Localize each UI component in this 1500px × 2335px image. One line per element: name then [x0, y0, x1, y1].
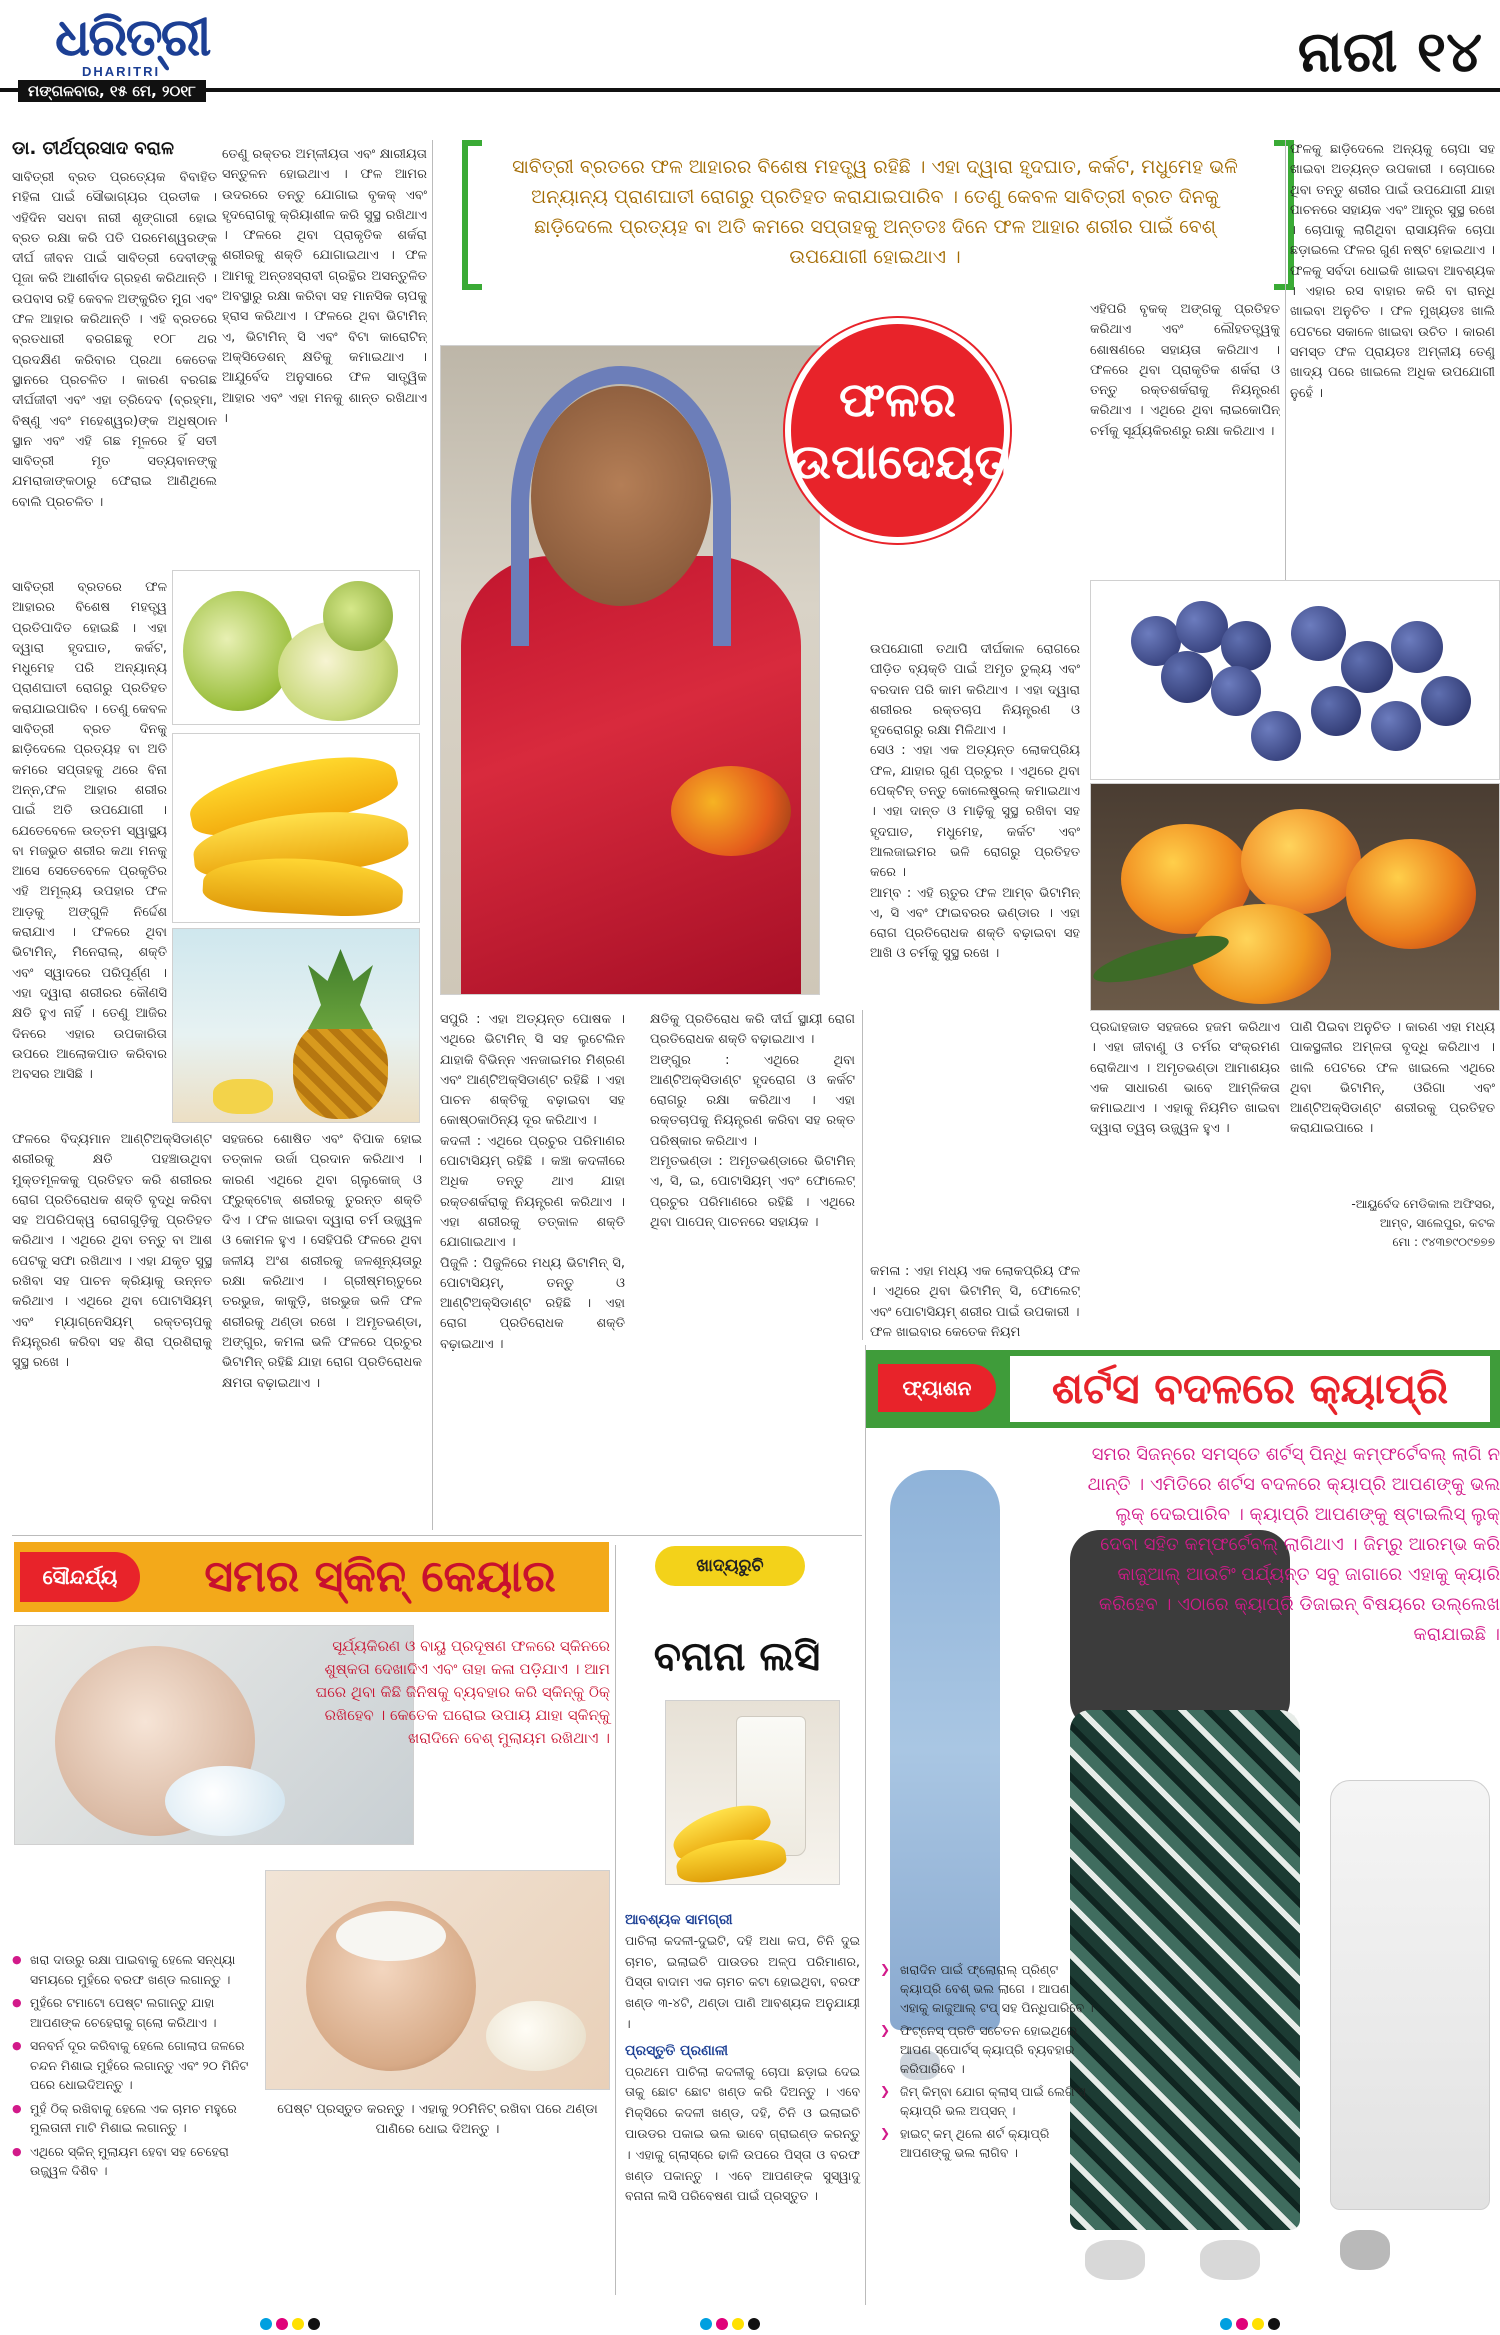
woman-eating-fruit-photo	[440, 345, 820, 995]
banana-lassi-photo	[665, 1700, 840, 1885]
guava-photo	[172, 570, 420, 725]
article-col1b-para: ସାବିତ୍ରୀ ବ୍ରତରେ ଫଳ ଆହାରର ବିଶେଷ ମହତ୍ତ୍ୱ ପ୍ରତିପାଦିତ ହୋଇଛି । ଏହା ଦ୍ୱାରା ହୃଦଘାତ, କର୍କଟ, ମଧୁମେହ ପରି ଅନ୍ୟାନ୍ୟ ପ୍ରାଣଘାତୀ ରୋଗରୁ ପ୍ରତିହତ କରାଯାଇପାରିବ । ତେଣୁ କେବଳ ସାବିତ୍ରୀ ବ୍ରତ ଦିନକୁ ଛାଡ଼ିଦେଲେ ପ୍ରତ୍ୟହ ବା ଅତି କମରେ ସପ୍ତାହକୁ ଥରେ ବିନା ଅନ୍ନ,ଫଳ ଆହାର ଶରୀର ପାଇଁ ଅତି ଉପଯୋଗୀ । ଯେତେବେଳେ ଉତ୍ତମ ସ୍ୱାସ୍ଥ୍ୟ ବା ମଜଭୁତ ଶରୀର କଥା ମନକୁ ଆସେ ସେତେବେଳେ ପ୍ରକୃତିର ଏହି ଅମୂଲ୍ୟ ଉପହାର ଫଳ ଆଡ଼କୁ ଅଙ୍ଗୁଳି ନିର୍ଦ୍ଦେଶ କରାଯାଏ । ଫଳରେ ଥିବା ଭିଟାମିନ୍, ମିନେରାଲ୍, ଶକ୍ତି ଏବଂ ସ୍ୱାଦରେ ପରିପୂର୍ଣ୍ଣ । ଏହା ଦ୍ୱାରା ଶରୀରର କୌଣସି କ୍ଷତି ହୁଏ ନାହିଁ । ତେଣୁ ଆଜିର ଦିନରେ ଏହାର ଉପକାରିତା ଉପରେ ଆଲୋକପାତ କରିବାର ଅବସର ଆସିଛି ।	[12, 580, 167, 1083]
method-text: ପ୍ରଥମେ ପାଚିଲା କଦଳୀକୁ ଚୋପା ଛଡ଼ାଇ ଦେଇ ତାକୁ ଛୋଟ ଛୋଟ ଖଣ୍ଡ କରି ଦିଅନ୍ତୁ । ଏବେ ମିକ୍ସିରେ କଦଳୀ ଖଣ୍ଡ, ଦହି, ଚିନି ଓ ଇଲାଇଚି ପାଉଡର ପକାଇ ଭଲ ଭାବେ ଗ୍ରାଇଣ୍ଡ କରନ୍ତୁ । ଏହାକୁ ଗ୍ଲାସ୍‌ରେ ଢାଳି ଉପରେ ପିସ୍ତା ଓ ବରଫ ଖଣ୍ଡ ପକାନ୍ତୁ । ଏବେ ଆପଣଙ୍କ ସୁସ୍ୱାଦୁ ବନାନା ଲସି ପରିବେଷଣ ପାଇଁ ପ୍ରସ୍ତୁତ ।	[625, 2063, 860, 2204]
list-item: ❯ ଖରାଦିନ ପାଇଁ ଫ୍ଲୋରାଲ୍ ପ୍ରିଣ୍ଟ କ୍ୟାପ୍ରି ବେଶ୍ ଭଲ ଲାଗେ । ଆପଣ ଏହାକୁ କାଜୁଆଲ୍ ଟପ୍ ସହ ପିନ୍ଧିପାରିବେ ।	[880, 1960, 1100, 2017]
ingredients-text: ପାଚିଲା କଦଳୀ-ଦୁଇଟି, ଦହି ଅଧା କପ, ଚିନି ଦୁଇ ଚାମଚ, ଇଲାଇଚି ପାଉଡର ଅଳ୍ପ ପରିମାଣର, ପିସ୍ତା ବାଦାମ ଏକ ଚାମଚ କଟା ହୋଇଥିବା, ବରଫ ଖଣ୍ଡ ୩-୪ଟି, ଥଣ୍ଡା ପାଣି ଆବଶ୍ୟକ ଅନୁଯାୟୀ ।	[625, 1932, 860, 2031]
column-divider	[862, 1010, 863, 1340]
article-col1b	[12, 578, 167, 1123]
article-col1c-para: ଫଳରେ ବିଦ୍ୟମାନ ଆଣ୍ଟିଅକ୍ସିଡାଣ୍ଟ ଶରୀରକୁ କ୍ଷତି ପହଞ୍ଚାଉଥିବା ମୁକ୍ତମୂଳକକୁ ପ୍ରତିହତ କରି ଶରୀରର ରୋଗ ପ୍ରତିରୋଧକ ଶକ୍ତି ବୃଦ୍ଧି କରିବା ସହ ଅପରିପକ୍ୱ ରୋଗଗୁଡ଼ିକୁ ପ୍ରତିହତ କରିଥାଏ । ଏଥିରେ ଥିବା ତନ୍ତୁ ବା ଆଶ ପେଟକୁ ସଫା ରଖିଥାଏ । ଏହା ଯକୃତ ସୁସ୍ଥ ରଖିବା ସହ ପାଚନ କ୍ରିୟାକୁ ଉନ୍ନତ କରିଥାଏ । ଏଥିରେ ଥିବା ପୋଟାସିୟମ୍ ଏବଂ ମ୍ୟାଗ୍ନେସିୟମ୍ ରକ୍ତଚାପକୁ ନିୟନ୍ତ୍ରଣ କରିବା ସହ ଶିରା ପ୍ରଶିରାକୁ ସୁସ୍ଥ ରଖେ ।	[12, 1132, 212, 1371]
face-mask-photo	[265, 1870, 610, 2090]
article-col3a-para: ସପୁରି : ଏହା ଅତ୍ୟନ୍ତ ପୋଷକ । ଏଥିରେ ଭିଟାମିନ୍ ସି ସହ ଲୁଟେଲିନ ଯାହାକି ବିଭିନ୍ନ ଏନଜାଇମର ମିଶ୍ରଣ ଏବଂ ଆଣ୍ଟିଅକ୍ସିଡାଣ୍ଟ ରହିଛି । ଏହା ପାଚନ ଶକ୍ତିକୁ ବଢ଼ାଇବା ସହ କୋଷ୍ଠକାଠିନ୍ୟ ଦୂର କରିଥାଏ । କଦଳୀ : ଏଥିରେ ପ୍ରଚୁର ପରିମାଣର ପୋଟାସିୟମ୍ ରହିଛି । କଞ୍ଚା କଦଳୀରେ ଅଧିକ ତନ୍ତୁ ଥାଏ ଯାହା ରକ୍ତଶର୍କରାକୁ ନିୟନ୍ତ୍ରଣ କରିଥାଏ । ଏହା ଶରୀରକୁ ତତ୍କାଳ ଶକ୍ତି ଯୋଗାଇଥାଏ । ପିଜୁଳି : ପିଜୁଳିରେ ମଧ୍ୟ ଭିଟାମିନ୍ ସି, ପୋଟାସିୟମ୍, ତନ୍ତୁ ଓ ଆଣ୍ଟିଅକ୍ସିଡାଣ୍ଟ ରହିଛି । ଏହା ରୋଗ ପ୍ରତିରୋଧକ ଶକ୍ତି ବଢ଼ାଇଥାଏ ।	[440, 1012, 625, 1352]
pineapple-photo	[172, 928, 420, 1123]
print-footer	[0, 2312, 1500, 2335]
list-item: ● ଏଥିରେ ସ୍କିନ୍ ମୁଲାୟମ ହେବା ସହ ଚେହେରା ଉଜ୍ଜ୍ୱଳ ଦିଶିବ ।	[12, 2142, 257, 2181]
article-col2	[222, 145, 427, 570]
article-col4b-para: କମଳା : ଏହା ମଧ୍ୟ ଏକ ଲୋକପ୍ରିୟ ଫଳ । ଏଥିରେ ଥିବା ଭିଟାମିନ୍ ସି, ଫୋଲେଟ୍ ଏବଂ ପୋଟାସିୟମ୍ ଶରୀର ପାଇଁ ଉପକାରୀ । ଫଳ ଖାଇବାର କେତେକ ନିୟମ	[870, 1264, 1080, 1340]
article-col1-para: ସାବିତ୍ରୀ ବ୍ରତ ପ୍ରତ୍ୟେକ ବିବାହିତ ମହିଳା ପାଇଁ ସୌଭାଗ୍ୟର ପ୍ରତୀକ । ଏହିଦିନ ସଧବା ନାରୀ ଶୃଙ୍ଗାରୀ ହୋଇ ବ୍ରତ ରକ୍ଷା କରି ପତି ପରମେଶ୍ୱରଙ୍କ ଦୀର୍ଘ ଜୀବନ ପାଇଁ ସାବିତ୍ରୀ ଦେବୀଙ୍କୁ ପୂଜା କରି ଆଶୀର୍ବାଦ ଗ୍ରହଣ କରିଥାନ୍ତି । ଉପବାସ ରହି କେବଳ ଅଙ୍କୁରିତ ମୁଗ ଏବଂ ଫଳ ଆହାର କରିଥାନ୍ତି । ଏହି ବ୍ରତରେ ବ୍ରତଧାରୀ ବରଗଛକୁ ୧୦୮ ଥର ପ୍ରଦକ୍ଷିଣ କରିବାର ପ୍ରଥା କେତେକ ସ୍ଥାନରେ ପ୍ରଚଳିତ । କାରଣ ବରଗଛ ଦୀର୍ଘଜୀବୀ ଏବଂ ଏହା ତ୍ରିଦେବ (ବ୍ରହ୍ମା, ବିଷ୍ଣୁ ଏବଂ ମହେଶ୍ୱର)ଙ୍କ ଅଧିଷ୍ଠାନ ସ୍ଥାନ ଏବଂ ଏହି ଗଛ ମୂଳରେ ହିଁ ସତୀ ସାବିତ୍ରୀ ମୃତ ସତ୍ୟବାନଙ୍କୁ ଯମରାଜାଙ୍କଠାରୁ ଫେରାଇ ଆଣିଥିଲେ ବୋଲି ପ୍ରଚଳିତ ।	[12, 170, 217, 510]
method-heading: ପ୍ରସ୍ତୁତି ପ୍ରଣାଳୀ	[625, 2042, 729, 2059]
mango-photo	[1090, 783, 1500, 1011]
article-col4b	[870, 1262, 1080, 1342]
list-item: ● ମୁହଁ ଠିକ୍ ରଖିବାକୁ ହେଲେ ଏକ ଚାମଚ ମହୁରେ ମୁଲତାନୀ ମାଟି ମିଶାଇ ଲଗାନ୍ତୁ ।	[12, 2099, 257, 2138]
food-recipe	[625, 1910, 860, 2207]
beauty-tips-list	[12, 1950, 257, 2185]
food-title: ବନାନା ଲସି	[653, 1634, 821, 1680]
article-col2b-para: ସହଜରେ ଶୋଷିତ ଏବଂ ବିପାକ ହୋଇ ତତ୍କାଳ ଉର୍ଜା ପ୍ରଦାନ କରିଥାଏ । କାରଣ ଏଥିରେ ଥିବା ଗ୍ଲୁକୋଜ୍ ଓ ଫ୍ରୁକ୍ଟୋଜ୍ ଶରୀରକୁ ତୁରନ୍ତ ଶକ୍ତି ଦିଏ । ଫଳ ଖାଇବା ଦ୍ୱାରା ଚର୍ମ ଉଜ୍ଜ୍ୱଳ ଓ କୋମଳ ହୁଏ । ସେହିପରି ଫଳରେ ଥିବା ଜଳୀୟ ଅଂଶ ଶରୀରକୁ ଜଳଶୂନ୍ୟତାରୁ ରକ୍ଷା କରିଥାଏ । ଗ୍ରୀଷ୍ମଋତୁରେ ତରଭୁଜ, କାକୁଡ଼ି, ଖରଭୁଜ ଭଳି ଫଳ ଶରୀରକୁ ଥଣ୍ଡା ରଖେ । ଅମୃତଭଣ୍ଡା, ଅଙ୍ଗୁର, କମଳା ଭଳି ଫଳରେ ପ୍ରଚୁର ଭିଟାମିନ୍ ରହିଛି ଯାହା ରୋଗ ପ୍ରତିରୋଧକ କ୍ଷମତା ବଢ଼ାଇଥାଏ ।	[222, 1132, 422, 1391]
column-divider	[432, 140, 433, 1530]
beauty-intro: ସୂର୍ଯ୍ୟକିରଣ ଓ ବାୟୁ ପ୍ରଦୂଷଣ ଫଳରେ ସ୍କିନରେ ଶୁଷ୍କତା ଦେଖାଦିଏ ଏବଂ ତାହା କଳା ପଡ଼ିଯାଏ । ଆମ ଘରେ ଥିବା କିଛି ଜିନିଷକୁ ବ୍ୟବହାର କରି ସ୍କିନ୍‌କୁ ଠିକ୍ ରଖିହେବ । କେତେକ ଘରୋଇ ଉପାୟ ଯାହା ସ୍କିନ୍‌କୁ ଖରାଦିନେ ବେଶ୍ ମୁଲାୟମ ରଖିଥାଏ ।	[315, 1637, 610, 1747]
author-credit: -ଆୟୁର୍ବେଦ ମେଡିକାଲ ଅଫିସର, ଆମ୍ବ, ସାଲେପୁର, କଟକ ମୋ : ୯୪୩୭୯୦୯୭୭୭	[1351, 1197, 1495, 1249]
article-col4a	[870, 640, 1080, 1330]
article-col2-para: ତେଣୁ ରକ୍ତର ଅମ୍ଳୀୟତା ଏବଂ କ୍ଷାରୀୟତା ସନ୍ତୁଳନ ହୋଇଥାଏ । ଫଳ ଆମର ଉଦରରେ ତନ୍ତୁ ଯୋଗାଇ ବୃକକ୍ ଏବଂ ହୃଦରୋଗକୁ କ୍ରିୟାଶୀଳ କରି ସୁସ୍ଥ ରଖିଥାଏ । ଫଳରେ ଥିବା ପ୍ରାକୃତିକ ଶର୍କରା ଶରୀରକୁ ଶକ୍ତି ଯୋଗାଇଥାଏ । ଫଳ ଆମକୁ ଅନ୍ତଃସ୍ରାବୀ ଗ୍ରନ୍ଥିର ଅସନ୍ତୁଳିତ ଅବସ୍ଥାରୁ ରକ୍ଷା କରିବା ସହ ମାନସିକ ଚାପକୁ ହ୍ରାସ କରିଥାଏ । ଫଳରେ ଥିବା ଭିଟାମିନ୍ ଏ, ଭିଟାମିନ୍ ସି ଏବଂ ବିଟା କାରୋଟିନ୍ ଅକ୍ସିଡେଶନ୍ କ୍ଷତିକୁ କମାଇଥାଏ । ଆଯୁର୍ବେଦ ଅନୁସାରେ ଫଳ ସାତ୍ତ୍ୱିକ ଆହାର ଏବଂ ଏହା ମନକୁ ଶାନ୍ତ ରଖିଥାଏ ।	[222, 147, 427, 426]
list-item: ● ଖରା ଦାଉରୁ ରକ୍ଷା ପାଇବାକୁ ହେଲେ ସନ୍ଧ୍ୟା ସମୟରେ ମୁହଁରେ ବରଫ ଖଣ୍ଡ ଲଗାନ୍ତୁ ।	[12, 1950, 257, 1989]
section-name: ନାରୀ ୧୪	[1297, 20, 1482, 85]
article-col5b-para: ପ୍ରଦ୍ଦାହଜାତ ସହଜରେ ହଜମ କରିଥାଏ । ଏହା ଜୀବାଣୁ ଓ ଚର୍ମର ସଂକ୍ରମଣ ରୋକିଥାଏ । ଅମୃତଭଣ୍ଡା ଆମାଶୟର ଏକ ସାଧାରଣ ଭାବେ ଆମ୍ଳିକତା କମାଇଥାଏ । ଏହାକୁ ନିୟମିତ ଖାଇବା ଦ୍ୱାରା ତ୍ୱଚା ଉଜ୍ଜ୍ୱଳ ହୁଏ ।	[1090, 1020, 1280, 1137]
section-divider	[12, 1535, 862, 1536]
article-col6b	[1290, 1018, 1495, 1178]
banana-photo	[172, 733, 420, 923]
edition-date: ମଙ୍ଗଳବାର, ୧୫ ମେ, ୨୦୧୮	[18, 80, 206, 102]
article-col3a	[440, 1010, 625, 1530]
article-col4a-para: ଉପଯୋଗୀ ତଥାପି ଦୀର୍ଘକାଳ ରୋଗରେ ପୀଡ଼ିତ ବ୍ୟକ୍ତି ପାଇଁ ଅମୃତ ତୁଲ୍ୟ ଏବଂ ବରଦାନ ପରି କାମ କରିଥାଏ । ଏହା ଦ୍ୱାରା ଶରୀରର ରକ୍ତଚାପ ନିୟନ୍ତ୍ରଣ ଓ ହୃଦରୋଗରୁ ରକ୍ଷା ମିଳିଥାଏ । ସେଓ : ଏହା ଏକ ଅତ୍ୟନ୍ତ ଲୋକପ୍ରିୟ ଫଳ, ଯାହାର ଗୁଣ ପ୍ରଚୁର । ଏଥିରେ ଥିବା ପେକ୍ଟିନ୍ ତନ୍ତୁ କୋଲେଷ୍ଟ୍ରଲ୍ କମାଇଥାଏ । ଏହା ଦାନ୍ତ ଓ ମାଢ଼ିକୁ ସୁସ୍ଥ ରଖିବା ସହ ହୃଦଘାତ, ମଧୁମେହ, କର୍କଟ ଏବଂ ଆଲଜାଇମର ଭଳି ରୋଗରୁ ପ୍ରତିହତ କରେ । ଆମ୍ବ : ଏହି ଋତୁର ଫଳ ଆମ୍ବ ଭିଟାମିନ୍ ଏ, ସି ଏବଂ ଫାଇବରର ଭଣ୍ଡାର । ଏହା ରୋଗ ପ୍ରତିରୋଧକ ଶକ୍ତି ବଢ଼ାଇବା ସହ ଆଖି ଓ ଚର୍ମକୁ ସୁସ୍ଥ ରଖେ ।	[870, 642, 1080, 962]
fashion-section-tag: ଫ୍ୟାଶନ	[878, 1364, 996, 1412]
list-item: ● ମୁହଁରେ ଟମାଟୋ ପେଷ୍ଟ ଲଗାନ୍ତୁ ଯାହା ଆପଣଙ୍କ ଚେହେରାକୁ ଗ୍ଲୋ କରିଥାଏ ।	[12, 1993, 257, 2032]
newspaper-logo: ଧରିତ୍ରୀ	[55, 8, 210, 68]
article-col5a-para: ଏହିପରି ବୃକକ୍ ଅଙ୍ଗକୁ ପ୍ରତିହତ କରିଥାଏ ଏବଂ ଲୌହତତ୍ତ୍ୱକୁ ଶୋଷଣରେ ସହାୟତା କରିଥାଏ । ଫଳରେ ଥିବା ପ୍ରାକୃତିକ ଶର୍କରା ଓ ତନ୍ତୁ ରକ୍ତଶର୍କରାକୁ ନିୟନ୍ତ୍ରଣ କରିଥାଏ । ଏଥିରେ ଥିବା ଲାଇକୋପିନ୍ ଚର୍ମକୁ ସୂର୍ଯ୍ୟକିରଣରୁ ରକ୍ଷା କରିଥାଏ ।	[1090, 302, 1280, 439]
article-col3b-para: କ୍ଷତିକୁ ପ୍ରତିରୋଧ କରି ଦୀର୍ଘ ସ୍ଥାୟୀ ରୋଗ ପ୍ରତିରୋଧକ ଶକ୍ତି ବଢ଼ାଇଥାଏ । ଅଙ୍ଗୁର : ଏଥିରେ ଥିବା ଆଣ୍ଟିଅକ୍ସିଡାଣ୍ଟ ହୃଦରୋଗ ଓ କର୍କଟ ରୋଗରୁ ରକ୍ଷା କରିଥାଏ । ଏହା ରକ୍ତଚାପକୁ ନିୟନ୍ତ୍ରଣ କରିବା ସହ ରକ୍ତ ପରିଷ୍କାର କରିଥାଏ । ଅମୃତଭଣ୍ଡା : ଅମୃତଭଣ୍ଡାରେ ଭିଟାମିନ୍ ଏ, ସି, ଇ, ପୋଟାସିୟମ୍ ଏବଂ ଫୋଲେଟ୍ ପ୍ରଚୁର ପରିମାଣରେ ରହିଛି । ଏଥିରେ ଥିବା ପାପେନ୍ ପାଚନରେ ସହାୟକ ।	[650, 1012, 855, 1230]
article-col5b	[1090, 1018, 1280, 1278]
newspaper-logo-sub: DHARITRI	[82, 64, 161, 79]
article-col6a	[1290, 140, 1495, 575]
list-item: ❯ ହାଇଟ୍ କମ୍ ଥିଲେ ଶର୍ଟ କ୍ୟାପ୍ରି ଆପଣଙ୍କୁ ଭଲ ଲାଗିବ ।	[880, 2124, 1100, 2162]
fashion-title: ଶର୍ଟସ ବଦଳରେ କ୍ୟାପ୍ରି	[1010, 1356, 1490, 1422]
article-col1c	[12, 1130, 212, 1530]
fashion-intro: ସମର ସିଜନ୍‌ରେ ସମସ୍ତେ ଶର୍ଟସ୍ ପିନ୍ଧି କମ୍ଫର୍ଟେବଲ୍ ଲାଗି ନ ଥାନ୍ତି । ଏମିତିରେ ଶର୍ଟସ ବଦଳରେ କ୍ୟାପ୍ରି ଆପଣଙ୍କୁ ଭଲ ଲୁକ୍ ଦେଇପାରିବ । କ୍ୟାପ୍ରି ଆପଣଙ୍କୁ ଷ୍ଟାଇଲିସ୍ ଲୁକ୍ ଦେବା ସହିତ କମ୍ଫର୍ଟେବଲ୍ ଲାଗିଥାଏ । ଜିମ୍‌ରୁ ଆରମ୍ଭ କରି କାଜୁଆଲ୍ ଆଉଟିଂ ପର୍ଯ୍ୟନ୍ତ ସବୁ ଜାଗାରେ ଏହାକୁ କ୍ୟାରି କରିହେବ । ଏଠାରେ କ୍ୟାପ୍ରି ଡିଜାଇନ୍ ବିଷୟରେ ଉଲ୍ଲେଖ କରାଯାଇଛି ।	[1087, 1444, 1500, 1645]
fashion-tips-list	[880, 1960, 1100, 2166]
beauty-title: ସମର ସ୍କିନ୍ କେୟାର	[204, 1551, 556, 1602]
food-section-tag: ଖାଦ୍ୟରୁଚି	[655, 1546, 805, 1586]
article-col2b	[222, 1130, 422, 1530]
column-divider	[1285, 140, 1286, 580]
pull-quote: ସାବିତ୍ରୀ ବ୍ରତରେ ଫଳ ଆହାରର ବିଶେଷ ମହତ୍ତ୍ୱ ରହିଛି । ଏହା ଦ୍ୱାରା ହୃଦଘାତ, କର୍କଟ, ମଧୁମେହ ଭଳି ଅନ୍ୟାନ୍ୟ ପ୍ରାଣଘାତୀ ରୋଗରୁ ପ୍ରତିହତ କରାଯାଇପାରିବ । ତେଣୁ କେବଳ ସାବିତ୍ରୀ ବ୍ରତ ଦିନକୁ ଛାଡ଼ିଦେଲେ ପ୍ରତ୍ୟହ ବା ଅତି କମରେ ସପ୍ତାହକୁ ଅନ୍ତତଃ ଦିନେ ଫଳ ଆହାର ଶରୀର ପାଇଁ ବେଶ୍ ଉପଯୋଗୀ ହୋଇଥାଏ ।	[512, 156, 1238, 268]
article-col6b-para: ପାଣି ପିଇବା ଅନୁଚିତ । କାରଣ ଏହା ମଧ୍ୟ ପାକସ୍ଥଳୀର ଅମ୍ଳତା ବୃଦ୍ଧି କରିଥାଏ । ଖାଲି ପେଟରେ ଫଳ ଖାଇଲେ ଏଥିରେ ଥିବା ଭିଟାମିନ୍, ଓରିଗା ଏବଂ ଆଣ୍ଟିଅକ୍ସିଡାଣ୍ଟ ଶରୀରକୁ ପ୍ରତିହତ କରାଯାଇପାରେ ।	[1290, 1020, 1495, 1137]
article-col5a	[1090, 300, 1280, 575]
list-item: ● ସନବର୍ନ ଦୂର କରିବାକୁ ହେଲେ ଗୋଲାପ ଜଳରେ ଚନ୍ଦନ ମିଶାଇ ମୁହଁରେ ଲଗାନ୍ତୁ ଏବଂ ୨୦ ମିନିଟ ପରେ ଧୋଇଦିଅନ୍ତୁ ।	[12, 2036, 257, 2095]
column-divider	[865, 1345, 866, 2305]
article-title: ଫଳର ଉପାଦେୟତା	[785, 318, 1010, 543]
list-item: ❯ ଜିମ୍ କିମ୍ବା ଯୋଗ କ୍ଲାସ୍ ପାଇଁ ଲେଗିଂସ୍ କ୍ୟାପ୍ରି ଭଲ ଅପ୍ସନ୍ ।	[880, 2082, 1100, 2120]
article-byline: ଡା. ତୀର୍ଥପ୍ରସାଦ ବରାଳ	[12, 138, 174, 159]
column-divider	[615, 1545, 616, 2295]
list-item: ❯ ଫିଟ୍‌ନେସ୍ ପ୍ରତି ସଚେତନ ହୋଇଥିଲେ ଆପଣ ସ୍ପୋର୍ଟସ୍ କ୍ୟାପ୍ରି ବ୍ୟବହାର କରିପାରିବେ ।	[880, 2021, 1100, 2078]
masthead-rule	[0, 88, 1500, 92]
beauty-caption: ପେଷ୍ଟ ପ୍ରସ୍ତୁତ କରନ୍ତୁ । ଏହାକୁ ୨୦ମିନିଟ୍ ରଖିବା ପରେ ଥଣ୍ଡା ପାଣିରେ ଧୋଇ ଦିଅନ୍ତୁ ।	[277, 2102, 598, 2137]
beauty-section-tag: ସୌନ୍ଦର୍ଯ୍ୟ	[20, 1552, 140, 1602]
grapes-photo	[1090, 580, 1500, 780]
masthead	[0, 0, 1500, 100]
article-col3b	[650, 1010, 855, 1340]
ingredients-heading: ଆବଶ୍ୟକ ସାମଗ୍ରୀ	[625, 1912, 733, 1928]
article-col6a-para: ଫଳକୁ ଛାଡ଼ିଦେଲେ ଅନ୍ୟକୁ ଚୋପା ସହ ଖାଇବା ଅତ୍ୟନ୍ତ ଉପକାରୀ । ଚୋପାରେ ଥିବା ତନ୍ତୁ ଶରୀର ପାଇଁ ଉପଯୋଗୀ ଯାହା ପାଚନରେ ସହାୟକ ଏବଂ ଆନ୍ତ୍ର ସୁସ୍ଥ ରଖେ । ଚୋପାକୁ ଲାଗିଥିବା ରାସାୟନିକ ଚୋପା ଛଡ଼ାଇଲେ ଫଳର ଗୁଣ ନଷ୍ଟ ହୋଇଥାଏ । ଫଳକୁ ସର୍ବଦା ଧୋଇକି ଖାଇବା ଆବଶ୍ୟକ । ଏହାର ରସ ବାହାର କରି ବା ରାନ୍ଧି ଖାଇବା ଅନୁଚିତ । ଫଳ ମୁଖ୍ୟତଃ ଖାଲି ପେଟରେ ସକାଳେ ଖାଇବା ଉଚିତ । କାରଣ ସମସ୍ତ ଫଳ ପ୍ରାୟତଃ ଅମ୍ଳୀୟ ତେଣୁ ଖାଦ୍ୟ ପରେ ଖାଇଲେ ଅଧିକ ଉପଯୋଗୀ ନୁହେଁ ।	[1290, 142, 1495, 401]
article-col1	[12, 168, 217, 568]
